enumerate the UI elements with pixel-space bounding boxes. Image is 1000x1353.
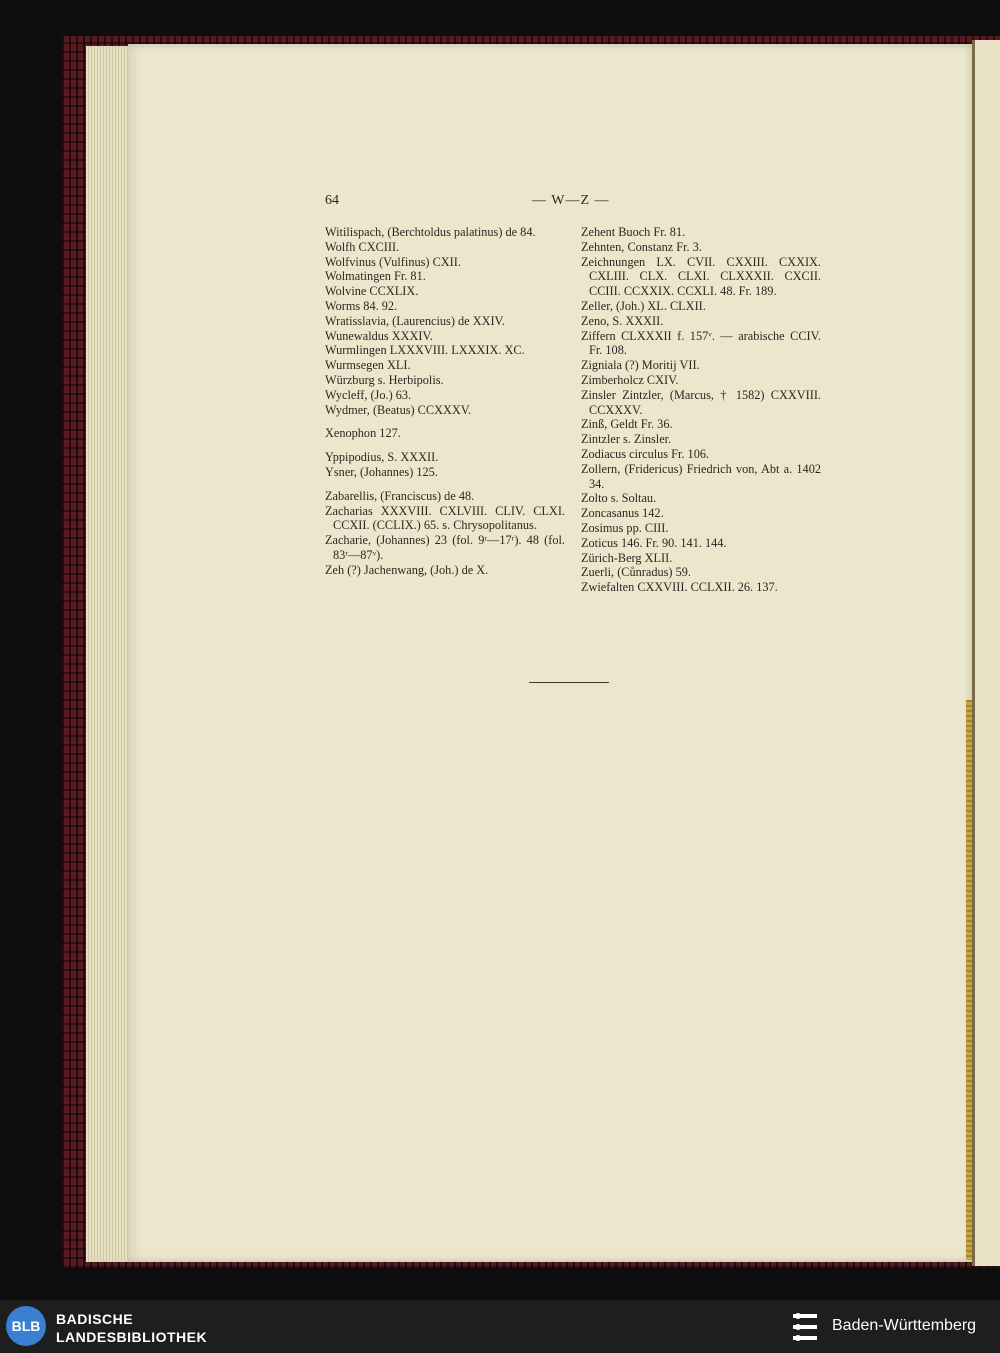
gilt-edge (966, 700, 972, 1260)
index-entry: Zehent Buoch Fr. 81. (581, 225, 686, 239)
index-entry: Witilispach, (Berchtoldus palatinus) de 84. (325, 225, 536, 239)
index-entry: Wydmer, (Beatus) CCXXXV. (325, 402, 472, 417)
index-entry: Zoticus 146. Fr. 90. 141. 144. (581, 535, 727, 550)
letter-gap (325, 417, 565, 426)
index-entry: Zwiefalten CXXVIII. CCLXII. 26. 137. (581, 580, 778, 595)
index-entry: Zinsler Zintzler, (Marcus, † 1582) CXXVIII. CCXXXV. (581, 387, 821, 417)
index-entry: Wunewaldus XXXIV. (325, 328, 433, 343)
index-entry: Wratisslavia, (Laurencius) de XXIV. (325, 313, 505, 328)
index-entry: Wurmlingen LXXXVIII. LXXXIX. XC. (325, 343, 525, 358)
page-number: 64 (325, 193, 339, 208)
index-entry: Zehnten, Constanz Fr. 3. (581, 239, 702, 254)
library-name-line2: LANDESBIBLIOTHEK (56, 1329, 208, 1345)
index-entry: Zintzler s. Zinsler. (581, 432, 672, 447)
index-entry: Wolfvinus (Vulfinus) CXII. (325, 254, 461, 269)
index-entry: Zürich-Berg XLII. (581, 550, 673, 565)
index-column-right (581, 225, 821, 595)
index-entry: Zeichnungen LX. CVII. CXXIII. CXXIX. CXLIII. CLX. CLXI. CLXXXII. CXCII. CCIII. CCXXIX. CCXLI. 48. Fr. 189. (581, 254, 821, 299)
index-entry: Zosimus pp. CIII. (581, 520, 669, 535)
index-entry: Zodiacus circulus Fr. 106. (581, 446, 710, 461)
index-entry: Zolto s. Soltau. (581, 491, 657, 506)
index-entry: Xenophon 127. (325, 426, 401, 441)
running-head: — W—Z — (532, 193, 610, 208)
index-entry: Ziffern CLXXXII f. 157ᵛ. — arabische CCIV. Fr. 108. (581, 328, 821, 358)
blb-logo[interactable]: BLB (6, 1306, 46, 1346)
index-entry: Zimberholcz CXIV. (581, 372, 679, 387)
end-rule (529, 682, 609, 683)
index-entry: Zeller, (Joh.) XL. CLXII. (581, 298, 706, 313)
index-entry: Ysner, (Johannes) 125. (325, 464, 438, 479)
library-name-line1: BADISCHE (56, 1311, 134, 1327)
index-entry: Zuerli, (Cůnradus) 59. (581, 565, 691, 580)
index-entry: Zeno, S. XXXII. (581, 313, 664, 328)
index-entry: Zeh (?) Jachenwang, (Joh.) de X. (325, 562, 489, 577)
index-entry: Yppipodius, S. XXXII. (325, 450, 439, 465)
index-entry: Zigniala (?) Moritij VII. (581, 358, 700, 373)
index-column-left (325, 225, 565, 578)
index-entry: Zacharias XXXVIII. CXLVIII. CLIV. CLXI. CCXII. (CCLIX.) 65. s. Chrysopolitanus. (325, 503, 565, 533)
index-entry: Wolvine CCXLIX. (325, 284, 419, 299)
library-footer (0, 1300, 1000, 1353)
index-entry: Wycleff, (Jo.) 63. (325, 387, 412, 402)
state-name[interactable]: Baden-Württemberg (832, 1317, 977, 1334)
index-entry: Würzburg s. Herbipolis. (325, 372, 444, 387)
letter-gap (325, 441, 565, 450)
index-entry: Zacharie, (Johannes) 23 (fol. 9ʳ—17ʳ). 48 (fol. 83ʳ—87ᵛ). (325, 533, 565, 562)
index-entry: Zollern, (Fridericus) Friedrich von, Abt a. 1402 34. (581, 461, 821, 491)
letter-gap (325, 480, 565, 489)
index-entry: Zabarellis, (Franciscus) de 48. (325, 488, 475, 503)
index-entry: Worms 84. 92. (325, 298, 398, 313)
index-entry: Zinß, Geldt Fr. 36. (581, 417, 673, 432)
library-name[interactable] (56, 1310, 207, 1346)
lion-emblem-icon (790, 1310, 820, 1344)
facing-page-edge (972, 40, 1000, 1266)
index-entry: Zoncasanus 142. (581, 506, 664, 521)
index-entry: Wolfh CXCIII. (325, 239, 400, 254)
index-entry: Wurmsegen XLI. (325, 358, 411, 373)
index-entry: Wolmatingen Fr. 81. (325, 269, 426, 284)
